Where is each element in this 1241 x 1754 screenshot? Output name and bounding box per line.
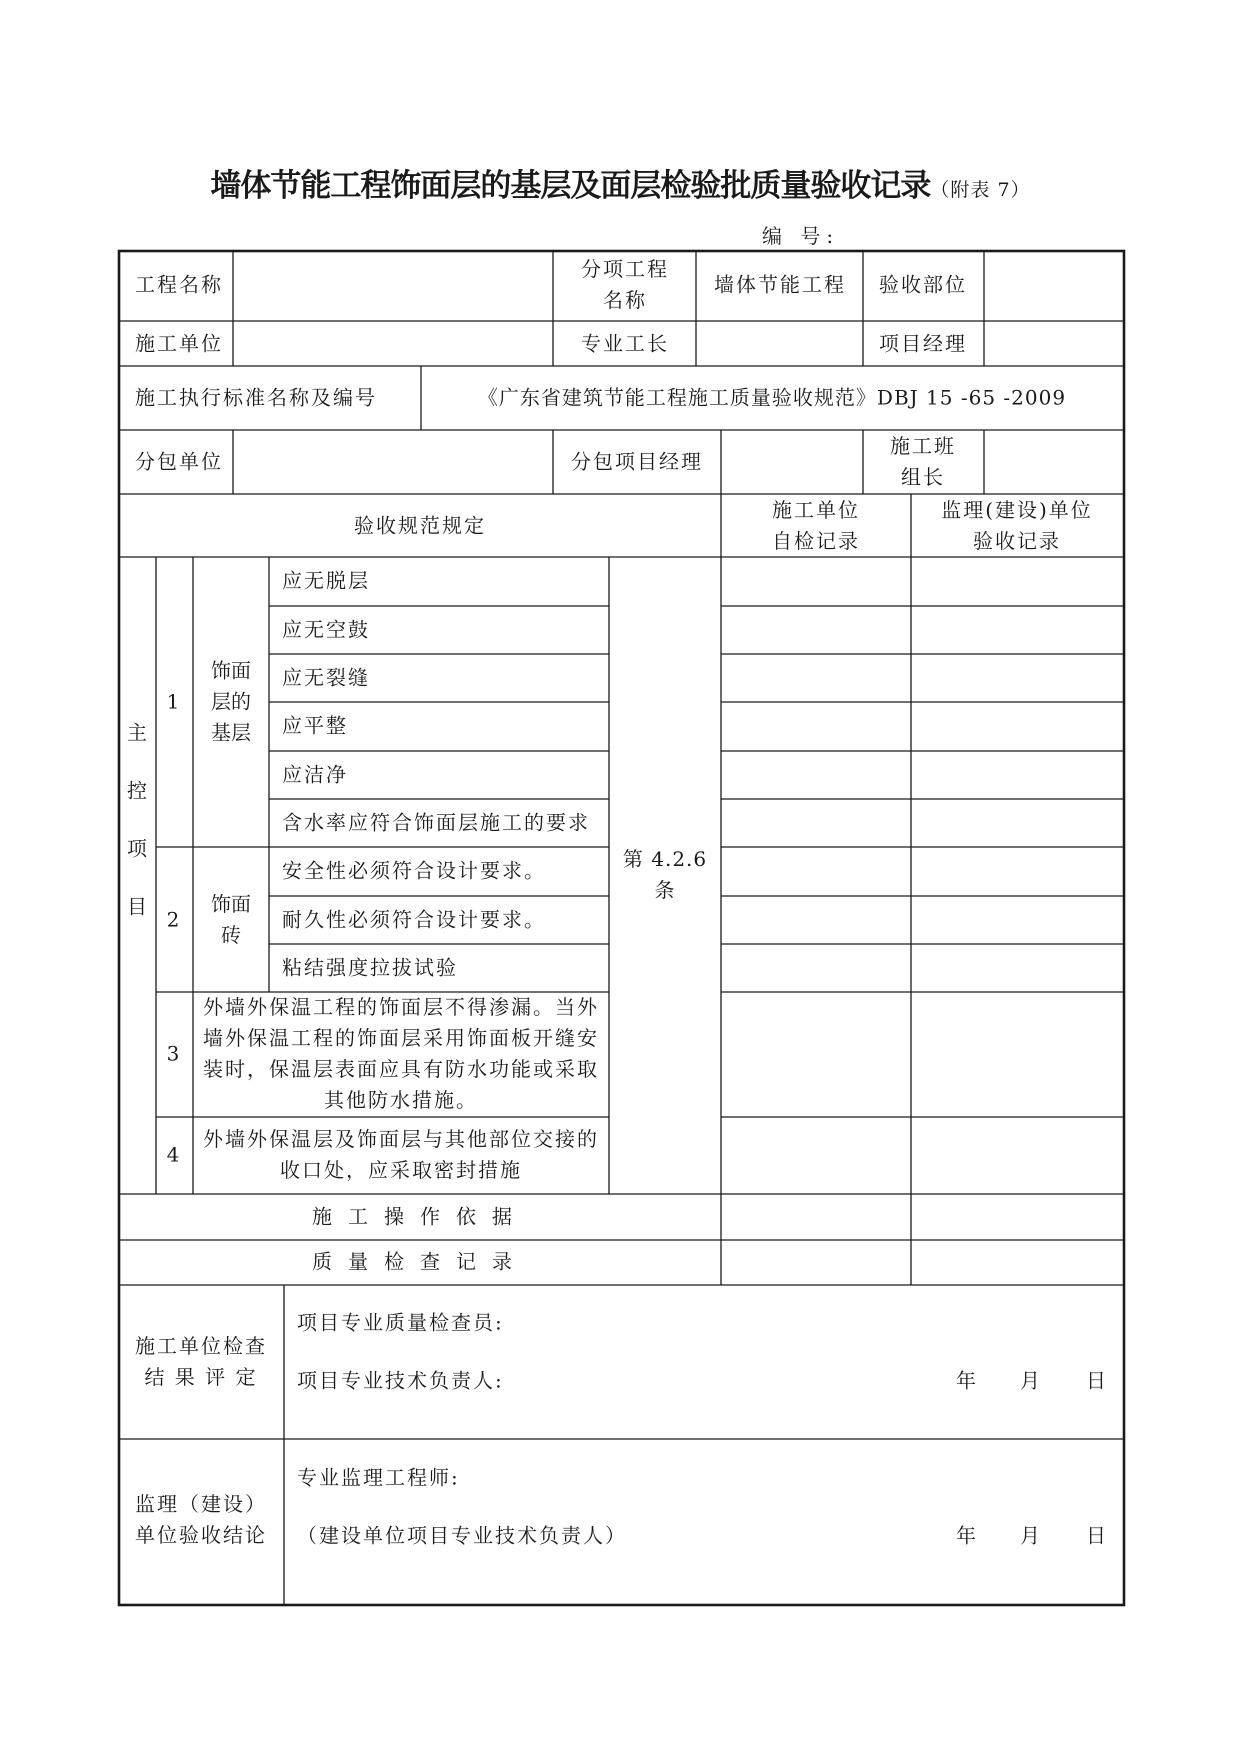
group-2-name: 饰面 砖	[211, 892, 251, 947]
tech-lead-label: 项目专业技术负责人:	[297, 1368, 504, 1393]
project-name-label: 工程名称	[135, 272, 223, 297]
subcontractor-label: 分包单位	[135, 449, 223, 474]
date-month: 月	[1020, 1523, 1042, 1548]
construction-unit-label: 施工单位	[135, 331, 223, 356]
date-year: 年	[956, 1523, 978, 1548]
sub-item-label: 分项工程 名称	[581, 257, 669, 312]
main-control-label: 主 控 项 目	[127, 720, 147, 919]
quality-inspector-label: 项目专业质量检查员:	[297, 1310, 504, 1335]
operation-basis-label: 施工操作依据	[312, 1204, 528, 1229]
group-1-number: 1	[166, 689, 182, 714]
supervising-engineer-label: 专业监理工程师:	[297, 1465, 460, 1490]
group-4-text: 外墙外保温层及饰面层与其他部位交接的收口处，应采取密封措施	[203, 1127, 599, 1182]
group-1-item: 应无裂缝	[282, 665, 370, 690]
supervision-column-header: 监理(建设)单位 验收记录	[941, 498, 1093, 553]
specialty-foreman-label: 专业工长	[581, 331, 669, 356]
standard-label: 施工执行标准名称及编号	[135, 385, 377, 410]
group-2-item: 粘结强度拉拔试验	[282, 955, 458, 980]
group-3-number: 3	[166, 1041, 182, 1066]
standard-value: 《广东省建筑节能工程施工质量验收规范》DBJ 15 -65 -2009	[477, 385, 1067, 410]
date-month: 月	[1020, 1368, 1042, 1393]
group-1-item: 应无脱层	[282, 568, 370, 593]
acceptance-part-label: 验收部位	[879, 272, 967, 297]
owner-tech-lead-label: （建设单位项目专业技术负责人）	[297, 1523, 627, 1548]
group-2-item: 安全性必须符合设计要求。	[282, 858, 546, 883]
group-1-item: 应洁净	[282, 762, 348, 787]
date-day: 日	[1086, 1523, 1108, 1548]
date-day: 日	[1086, 1368, 1108, 1393]
clause-reference: 第 4.2.6 条	[622, 847, 708, 902]
quality-record-label: 质量检查记录	[312, 1249, 528, 1274]
title-appendix: （附表 7）	[930, 179, 1031, 201]
group-4-number: 4	[166, 1142, 182, 1167]
group-2-item: 耐久性必须符合设计要求。	[282, 907, 546, 932]
construction-check-label: 施工单位检查 结 果 评 定	[135, 1334, 267, 1389]
group-1-item: 应无空鼓	[282, 617, 370, 642]
sub-pm-label: 分包项目经理	[571, 449, 703, 474]
group-1-item: 应平整	[282, 713, 348, 738]
date-year: 年	[956, 1368, 978, 1393]
title-main: 墙体节能工程饰面层的基层及面层检验批质量验收记录	[210, 168, 931, 204]
group-1-name: 饰面 层的 基层	[211, 658, 251, 745]
team-leader-label: 施工班 组长	[890, 434, 956, 489]
group-1-item: 含水率应符合饰面层施工的要求	[282, 810, 590, 835]
supervision-conclusion-label: 监理（建设） 单位验收结论	[135, 1492, 267, 1547]
project-manager-label: 项目经理	[879, 331, 967, 356]
spec-column-header: 验收规范规定	[354, 513, 486, 538]
self-check-column-header: 施工单位 自检记录	[772, 498, 860, 553]
group-3-text: 外墙外保温工程的饰面层不得渗漏。当外墙外保温工程的饰面层采用饰面板开缝安装时，保温层表面应具有防水功能或采取其他防水措施。	[203, 995, 599, 1112]
sub-item-value: 墙体节能工程	[714, 272, 846, 297]
number-label: 编 号:	[762, 224, 840, 248]
group-2-number: 2	[166, 907, 182, 932]
